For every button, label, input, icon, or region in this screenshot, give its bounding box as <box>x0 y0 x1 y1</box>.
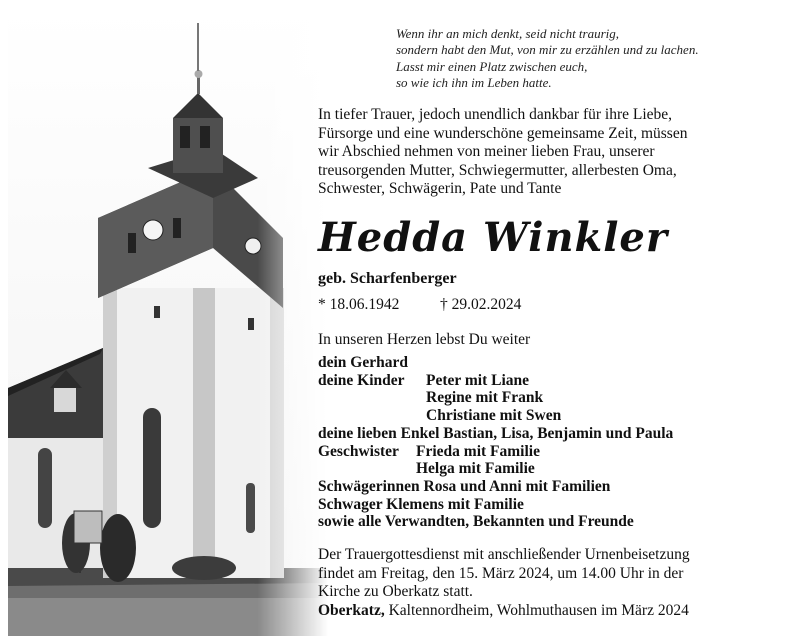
mourner-row <box>318 354 792 372</box>
deceased-name: Hedda Winkler <box>318 214 668 261</box>
mourner-label: Schwägerinnen Rosa und Anni mit Familien <box>318 477 611 495</box>
obituary-notice <box>8 8 792 636</box>
mourner-row <box>318 407 792 425</box>
mourner-label <box>318 407 426 425</box>
intro-line: wir Abschied nehmen von meiner lieben Frau, unserer <box>318 143 655 161</box>
place-name: Oberkatz, <box>318 602 385 619</box>
motto: In unseren Herzen lebst Du weiter <box>318 331 531 348</box>
mourner-label: sowie alle Verwandten, Bekannten und Freunde <box>318 513 634 531</box>
intro-line: treusorgenden Mutter, Schwiegermutter, allerbesten Oma, <box>318 161 677 179</box>
place-and-date <box>318 602 792 620</box>
poem <box>396 26 786 91</box>
mourner-row <box>318 496 792 514</box>
place-rest: Kaltennordheim, Wohlmuthausen im März 2024 <box>384 602 689 619</box>
mourner-label <box>318 460 416 478</box>
intro-text <box>318 106 788 199</box>
service-line: Kirche zu Oberkatz statt. <box>318 583 473 600</box>
mourner-label: Schwager Klemens mit Familie <box>318 495 524 513</box>
mourner-label: Geschwister <box>318 442 399 460</box>
mourner-row <box>318 372 792 390</box>
mourner-label: dein Gerhard <box>318 354 408 371</box>
intro-line: Schwester, Schwägerin, Pate und Tante <box>318 180 562 198</box>
poem-line: so wie ich ihn im Leben hatte. <box>396 74 552 90</box>
mourner-value: Christiane mit Swen <box>426 407 562 425</box>
mourner-row <box>318 460 792 478</box>
birth-date: * 18.06.1942 <box>318 296 400 313</box>
intro-line: In tiefer Trauer, jedoch unendlich dankbar für ihre Liebe, <box>318 106 673 123</box>
service-line: Der Trauergottesdienst mit anschließender Urnenbeisetzung <box>318 546 690 563</box>
mourner-value: Helga mit Familie <box>416 460 535 478</box>
mourner-row <box>318 389 792 407</box>
maiden-name: geb. Scharfenberger <box>318 270 457 287</box>
death-date: † 29.02.2024 <box>440 296 522 313</box>
mourner-row <box>318 478 792 496</box>
mourner-label <box>318 389 426 407</box>
mourner-label: deine lieben Enkel Bastian, Lisa, Benjamin und Paula <box>318 424 674 442</box>
mourner-value: Peter mit Liane <box>426 371 530 389</box>
poem-line: Wenn ihr an mich denkt, seid nicht traurig, <box>396 26 620 41</box>
poem-line: sondern habt den Mut, von mir zu erzählen und zu lachen. <box>396 42 699 58</box>
poem-line: Lasst mir einen Platz zwischen euch, <box>396 58 588 74</box>
mourner-value: Frieda mit Familie <box>416 442 540 460</box>
mourner-row <box>318 425 792 443</box>
intro-line: Fürsorge und eine wunderschöne gemeinsame Zeit, müssen <box>318 124 688 142</box>
mourners-list <box>318 354 792 531</box>
mourner-row <box>318 443 792 461</box>
mourner-value: Regine mit Frank <box>426 389 544 407</box>
mourner-label: deine Kinder <box>318 371 405 389</box>
service-info <box>318 546 792 602</box>
mourner-row <box>318 513 792 531</box>
church-photo <box>8 8 328 636</box>
life-dates <box>318 296 521 314</box>
service-line: findet am Freitag, den 15. März 2024, um 14.00 Uhr in der <box>318 564 684 582</box>
